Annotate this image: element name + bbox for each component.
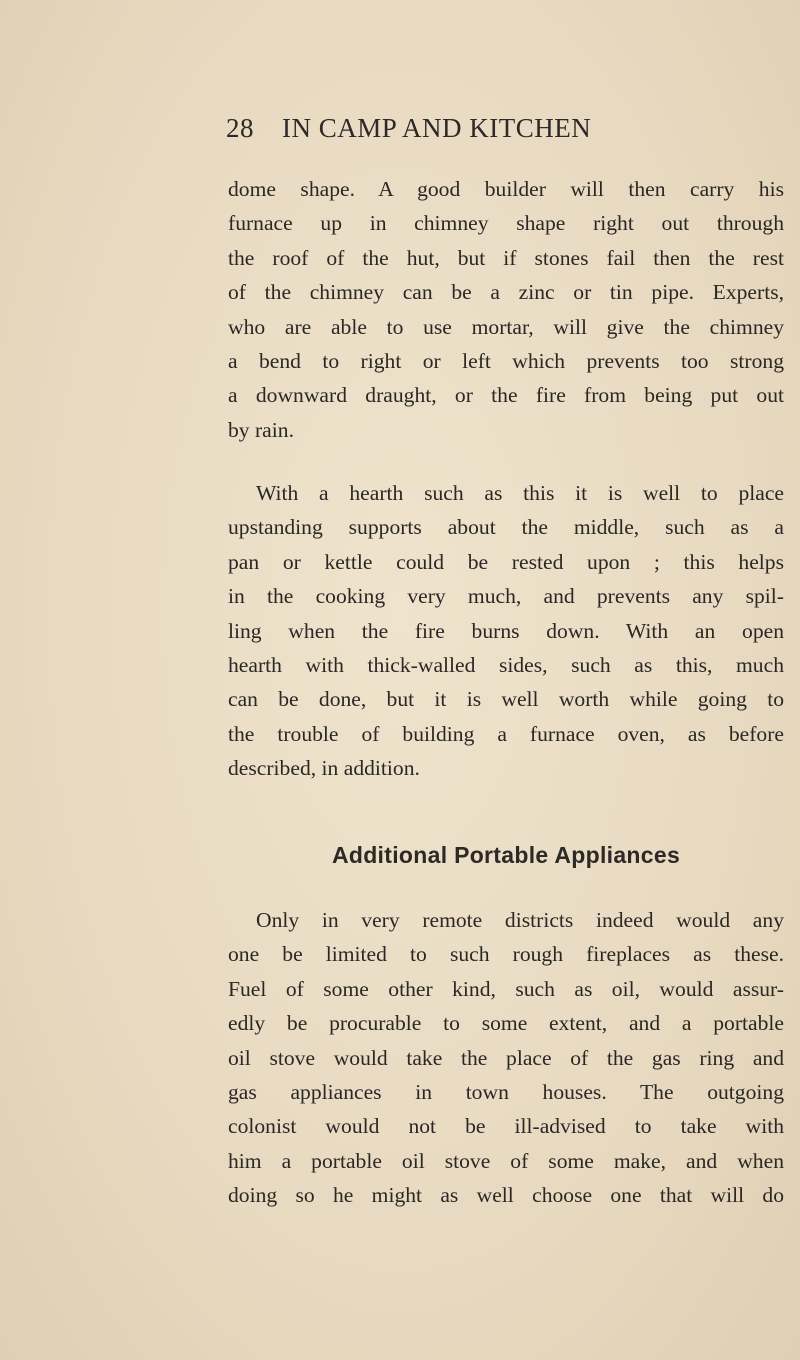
text-line: upstanding supports about the middle, such as a xyxy=(228,515,784,540)
running-title: IN CAMP AND KITCHEN xyxy=(282,113,592,143)
text-line: edly be procurable to some extent, and a portable xyxy=(228,1011,784,1036)
text-line: who are able to use mortar, will give the chimney xyxy=(228,314,784,339)
paragraph-chimney xyxy=(228,172,784,447)
text-line: by rain. xyxy=(228,417,294,442)
text-line: oil stove would take the place of the gas ring and xyxy=(228,1045,784,1070)
text-line: him a portable oil stove of some make, and when xyxy=(228,1148,784,1173)
page-number: 28 xyxy=(226,113,254,143)
text-line: With a hearth such as this it is well to place xyxy=(256,481,784,505)
text-line: gas appliances in town houses. The outgoing xyxy=(228,1079,784,1104)
text-line: the roof of the hut, but if stones fail then the rest xyxy=(228,245,784,270)
text-line: ling when the fire burns down. With an open xyxy=(228,618,784,643)
text-line: hearth with thick-walled sides, such as this, much xyxy=(228,652,784,677)
paragraph-portable-appliances xyxy=(228,903,784,1213)
text-line: doing so he might as well choose one that will do xyxy=(228,1183,784,1208)
text-line: furnace up in chimney shape right out through xyxy=(228,211,784,236)
section-heading: Additional Portable Appliances xyxy=(331,842,681,868)
text-line: a bend to right or left which prevents too strong xyxy=(228,348,784,373)
text-line: Fuel of some other kind, such as oil, would assur- xyxy=(228,976,784,1001)
text-line: of the chimney can be a zinc or tin pipe. Experts, xyxy=(228,280,784,305)
text-line: colonist would not be ill-advised to take with xyxy=(228,1114,784,1139)
text-line: a downward draught, or the fire from being put out xyxy=(228,383,784,408)
text-line: can be done, but it is well worth while going to xyxy=(228,687,784,712)
text-line: dome shape. A good builder will then carry his xyxy=(228,177,784,201)
text-line: one be limited to such rough fireplaces as these. xyxy=(228,942,784,967)
text-line: pan or kettle could be rested upon ; this helps xyxy=(228,549,784,574)
text-line: described, in addition. xyxy=(228,756,420,781)
running-head xyxy=(226,113,786,153)
text-line: the trouble of building a furnace oven, as before xyxy=(228,721,784,746)
text-line: Only in very remote districts indeed would any xyxy=(256,908,784,932)
text-line: in the cooking very much, and prevents any spil- xyxy=(228,584,784,609)
paragraph-hearth xyxy=(228,476,784,786)
